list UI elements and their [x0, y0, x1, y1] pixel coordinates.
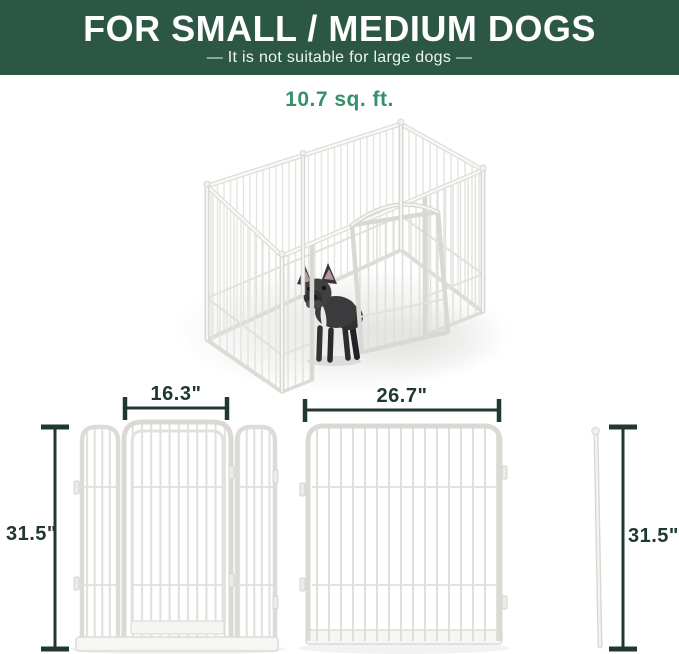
dimension-label-door-width: 16.3": [150, 383, 202, 405]
left-half-panel: [82, 427, 118, 637]
banner-subtitle: — It is not suitable for large dogs —: [206, 48, 473, 66]
door-panel: [124, 422, 231, 637]
banner-title: FOR SMALL / MEDIUM DOGS: [83, 7, 596, 49]
playpen-3d-view: [174, 119, 510, 394]
right-half-panel: [237, 427, 275, 637]
dimension-label-wide-width: 26.7": [376, 385, 428, 407]
area-size-label: 10.7 sq. ft.: [285, 88, 394, 111]
door-side-front-view: [70, 422, 286, 654]
wide-panel: [308, 426, 500, 641]
wide-panel-front-view: [298, 426, 510, 654]
dimension-label-height-right: 31.5": [628, 525, 679, 547]
dimension-label-height-left: 31.5": [6, 523, 57, 545]
ground-stake: [592, 427, 600, 646]
door-threshold: [131, 621, 224, 634]
